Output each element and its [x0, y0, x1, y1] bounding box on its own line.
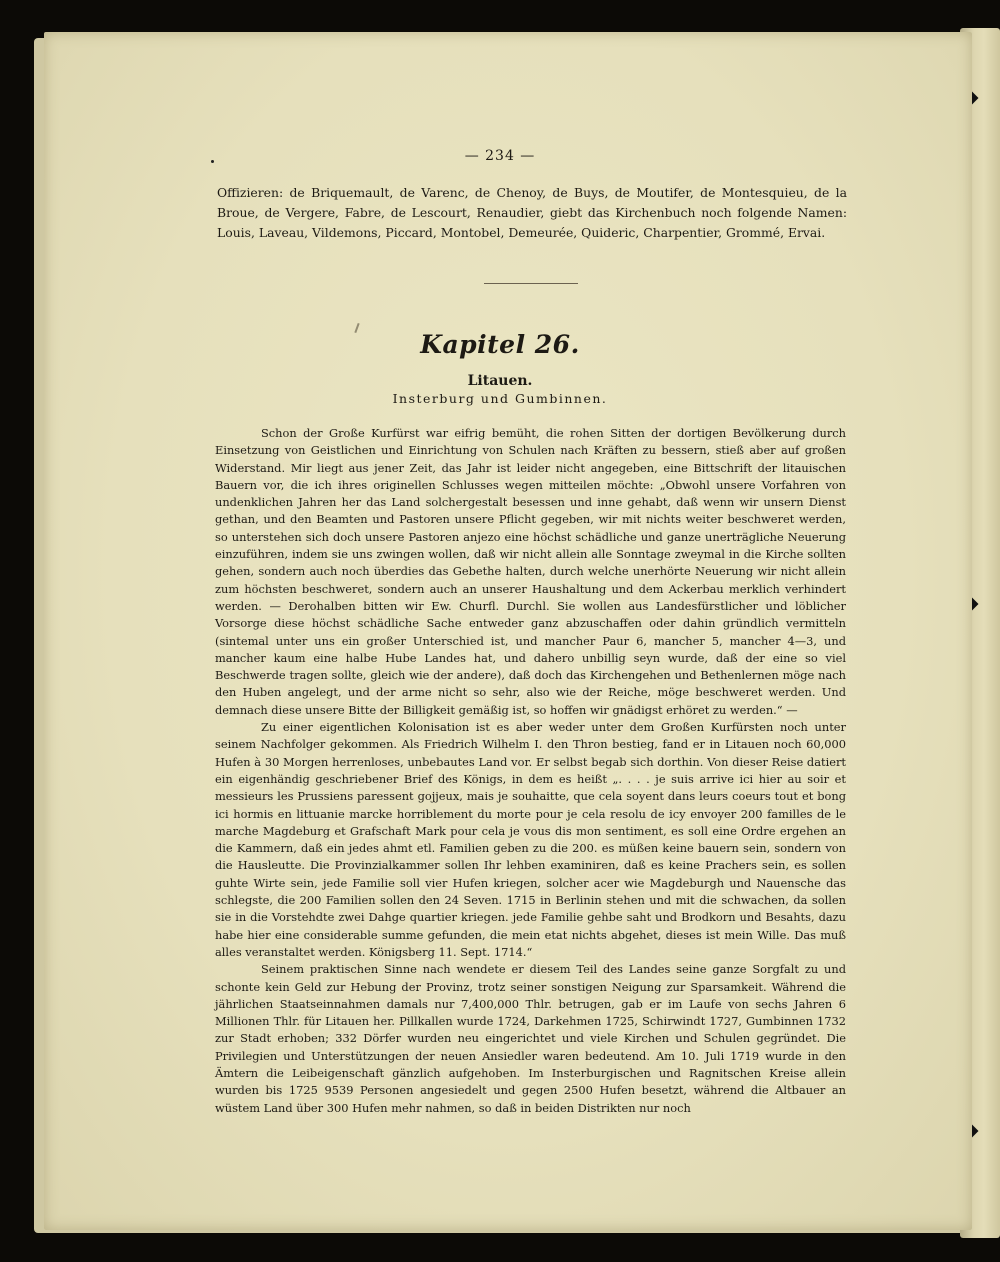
page-number: — 234 — [464, 148, 536, 164]
body-text [215, 425, 846, 1117]
paragraph: Schon der Große Kurfürst war eifrig bemüht, die rohen Sitten der dortigen Bevölkerung durch Einsetzung von Geistlichen und Einrichtung von Schulen nach Kräften zu bessern, stieß aber auf großen Widerstand. Mir liegt aus jener Zeit, das Jahr ist leider nicht angegeben, eine Bittschrift der litauischen Bauern vor, die ich ihres originellen Schlusses wegen mitteilen möchte: „Obwohl unsere Vorfahren von undenklichen Jahren her das Land solchergestalt besessen und inne gehabt, daß wenn wir unsern Dienst gethan, und den Beamten und Pastoren unsere Pflicht gegeben, wir mit nichts weiter beschweret werden, so unterstehen sich doch unsere Pastoren anjezo eine höchst schädliche und ganze unerträgliche Neuerung einzuführen, indem sie uns zwingen wollen, daß wir nicht allein alle Sonntage zweymal in die Kirche sollten gehen, sondern auch noch überdies das Gebethe halten, durch welche unerhörte Neuerung wir nicht allein zum höchsten beschweret, sondern auch an unserer Haushaltung und dem Ackerbau merklich verhindert werden. — Derohalben bitten wir Ew. Churfl. Durchl. Sie wollen aus Landesfürstlicher und löblicher Vorsorge diese höchst schädliche Sache entweder ganz abzuschaffen oder dahin gründlich vermitteln (sintemal unter uns ein großer Unterschied ist, und mancher Paur 6, mancher 5, mancher 4—3, und mancher kaum eine halbe Hube Landes hat, und dahero unbillig seyn wurde, daß der eine so viel Beschwerde tragen sollte, gleich wie der andere), daß doch das Kirchengehen und Bethenlernen möge nach den Huben angelegt, und der arme nicht so sehr, also wie der Reiche, möge beschweret werden. Und demnach diese unsere Bitte der Billigkeit gemäßig ist, so hoffen wir gnädigst erhöret zu werden.“ — [215, 426, 846, 717]
chapter-subtitle: Litauen. [467, 373, 533, 389]
paragraph: Seinem praktischen Sinne nach wendete er diesem Teil des Landes seine ganze Sorgfalt zu und schonte kein Geld zur Hebung der Provinz, trotz seiner sonstigen Neigung zur Sparsamkeit. Während die jährlichen Staatseinnahmen damals nur 7,400,000 Thlr. betrugen, gab er im Laufe von sechs Jahren 6 Millionen Thlr. für Litauen her. Pillkallen wurde 1724, Darkehmen 1725, Schirwindt 1727, Gumbinnen 1732 zur Stadt erhoben; 332 Dörfer wurden neu eingerichtet und viele Kirchen und Schulen gegründet. Die Privilegien und Unterstützungen der neuen Ansiedler waren bedeutend. Am 10. Juli 1719 wurde in den Ämtern die Leibeigenschaft gänzlich aufgehoben. Im Insterburgischen und Ragnitschen Kreise allein wurden bis 1725 9539 Personen angesiedelt und gegen 2500 Hufen besetzt, während die Altbauer an wüstem Land über 300 Hufen mehr nahmen, so daß in beiden Distrikten nur noch [215, 962, 846, 1115]
paragraph: Zu einer eigentlichen Kolonisation ist es aber weder unter dem Großen Kurfürsten noch unter seinem Nachfolger gekommen. Als Friedrich Wilhelm I. den Thron bestieg, fand er in Litauen noch 60,000 Hufen à 30 Morgen herrenloses, unbebautes Land vor. Er selbst begab sich dorthin. Von dieser Reise datiert ein eigenhändig geschriebener Brief des Königs, in dem es heißt „. . . . je suis arrive ici hier au soir et messieurs les Prussiens paressent gojjeux, mais je souhaitte, que cela soyent dans leurs coeurs tout et bong ici hormis en littuanie marcke horriblement du morte pour je cela resolu de icy envoyer 200 familles de le marche Magdeburg et Grafschaft Mark pour cela je vous dis mon sentiment, es soll eine Ordre ergehen an die Kammern, daß ein jedes ahmt etl. Familien geben zu die 200. es müßen keine bauern sein, sondern von die Hausleutte. Die Provinzialkammer sollen Ihr lehben examiniren, daß es keine Prachers sein, es sollen guhte Wirte sein, jede Familie soll vier Hufen kriegen, solcher acer wie Magdeburgh und Nauensche das schlegste, die 200 Familien sollen den 24 Seven. 1715 in Berlinin stehen und mit die schwachen, da sollen sie in die Vorstehdte zwei Dahge quartier kriegen. jede Familie gehbe saht und Brodkorn und Besahts, dazu habe hier eine considerable summe gefunden, die mein etat nichts abgehet, dieses ist mein Wille. Das muß alles veranstaltet werden. Königsberg 11. Sept. 1714.“ [215, 720, 846, 959]
chapter-title: Kapitel 26. [420, 330, 580, 359]
section-divider [484, 283, 578, 284]
intro-paragraph: Offizieren: de Briquemault, de Varenc, de Chenoy, de Buys, de Moutifer, de Montesquieu, de la Broue, de Vergere, Fabre, de Lescourt, Renaudier, giebt das Kirchenbuch noch folgende Namen: Louis, Laveau, Vildemons, Piccard, Montobel, Demeurée, Quideric, Charpentier, Grommé, Ervai. [217, 185, 847, 240]
chapter-locations: Insterburg und Gumbinnen. [392, 391, 608, 406]
